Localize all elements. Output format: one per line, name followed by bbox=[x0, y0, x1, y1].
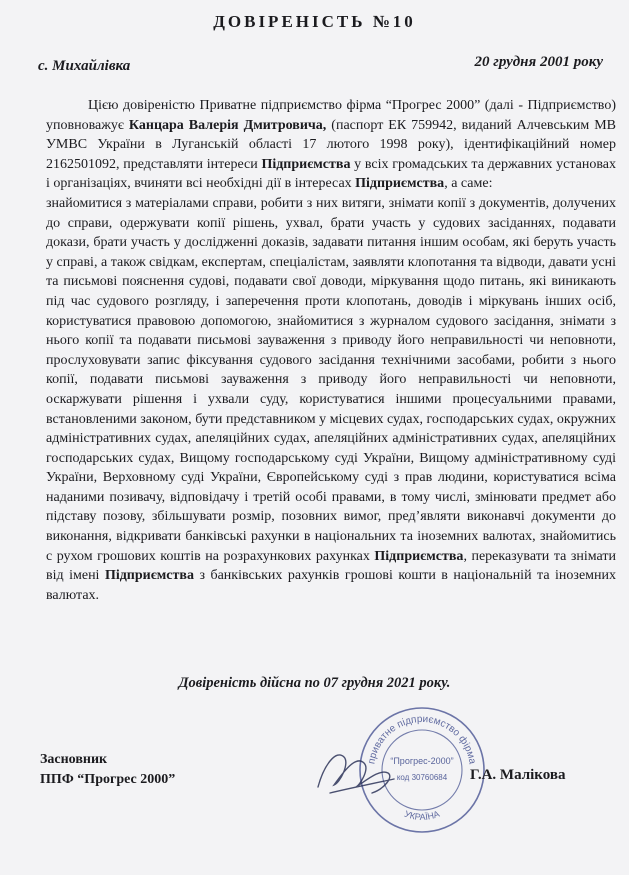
intro-paragraph bbox=[46, 96, 616, 194]
company-name: ППФ “Прогрес 2000” bbox=[40, 772, 176, 787]
svg-text:УКРАЇНА bbox=[403, 809, 441, 822]
stamp-center-text: “Прогрес-2000” bbox=[390, 756, 454, 766]
document-title: ДОВІРЕНІСТЬ №10 bbox=[213, 12, 416, 31]
entity-name: Підприємства bbox=[261, 156, 351, 172]
powers-text-3: з банківських рахунків грошові кошти в національній та іноземних валютах. bbox=[46, 568, 616, 603]
document-body bbox=[46, 96, 616, 605]
powers-text-2: , переказувати та знімати від імені bbox=[46, 548, 616, 584]
intro-text-2: (паспорт ЕК 759942, виданий Алчевським МВ УМВС України в Луганській області 17 лютого 1998 року), ідентифікаційний номер 2162501092, представляти інтереси bbox=[46, 117, 616, 172]
founder-label: Засновник bbox=[40, 752, 108, 767]
signature-scribble bbox=[310, 735, 400, 805]
document-date: 20 грудня 2001 року bbox=[474, 54, 603, 70]
representative-name: Канцара Валерія Дмитровича, bbox=[128, 117, 327, 133]
powers-paragraph bbox=[46, 194, 616, 605]
powers-text-1: знайомитися з матеріалами справи, робити з них витяги, знімати копії з документів, долучених до справи, одержувати копії рішень, ухвал, брати участь у судових засіданнях, подавати докази, брати участь у дослідженні доказів, задавати питання іншим особам, які беруть участь у справі, а також свідкам, експертам, спеціалістам, заявляти клопотання та відводи, давати усні та письмові пояснення судові, подавати свої доводи, міркування щодо питань, які виникають під час судового розгляду, і заперечення проти клопотань, доводів і міркувань інших осіб, користуватися правовою допомогою, знайомитися з журналом судового засідання, знімати з нього копії та подавати письмові зауваження з приводу його неправильності чи неповноти, прослуховувати запис фіксування судового засідання технічними засобами, робити з нього копії, подавати письмові зауваження з приводу його неправильності чи неповноти, оскаржувати рішення і ухвали суду, користуватися іншими процесуальними правами, встановленими законом, бути представником у місцевих судах, господарських судах, окружних адміністративних судах, апеляційних судах, апеляційних адміністративних судах, апеляційних господарських судах, Вищому господарському суді України, Вищому адміністративному суді України, Верховному суді України, Європейському суді з прав людини, користуватися всіма наданими позивачу, відповідачу і третій особі правами, в тому числі, змінювати предмет або підставу позову, збільшувати розмір, позовних вимог, пред’являти виконавчі документи до виконання, відкривати банківські рахунки в національних та іноземних валютах, знайомитись с рухом грошових коштів на розрахункових рахунках bbox=[46, 195, 616, 564]
document-place: с. Михайлівка bbox=[38, 58, 131, 74]
intro-text-4: , а саме: bbox=[444, 176, 493, 192]
entity-name: Підприємства bbox=[355, 176, 445, 192]
stamp-code-text: код 30760684 bbox=[396, 773, 448, 782]
validity-statement: Довіреність дійсна по 07 грудня 2021 року. bbox=[178, 675, 451, 691]
entity-name: Підприємства bbox=[104, 568, 194, 584]
stamp-outer-text: приватне підприємство фірма bbox=[366, 713, 478, 765]
entity-name: Підприємства bbox=[374, 548, 464, 564]
intro-text-1: Цією довіреністю Приватне підприємство фірма “Прогрес 2000” (далі - Підприємство) уповноважує bbox=[46, 98, 616, 133]
stamp-bottom-text: УКРАЇНА bbox=[403, 808, 441, 823]
signer-name: Г.А. Малікова bbox=[470, 767, 566, 783]
founder-block bbox=[40, 750, 175, 790]
intro-text-3: у всіх громадських та державних установах і організаціях, вчиняти всі необхідні дії в інтересах bbox=[46, 156, 616, 192]
